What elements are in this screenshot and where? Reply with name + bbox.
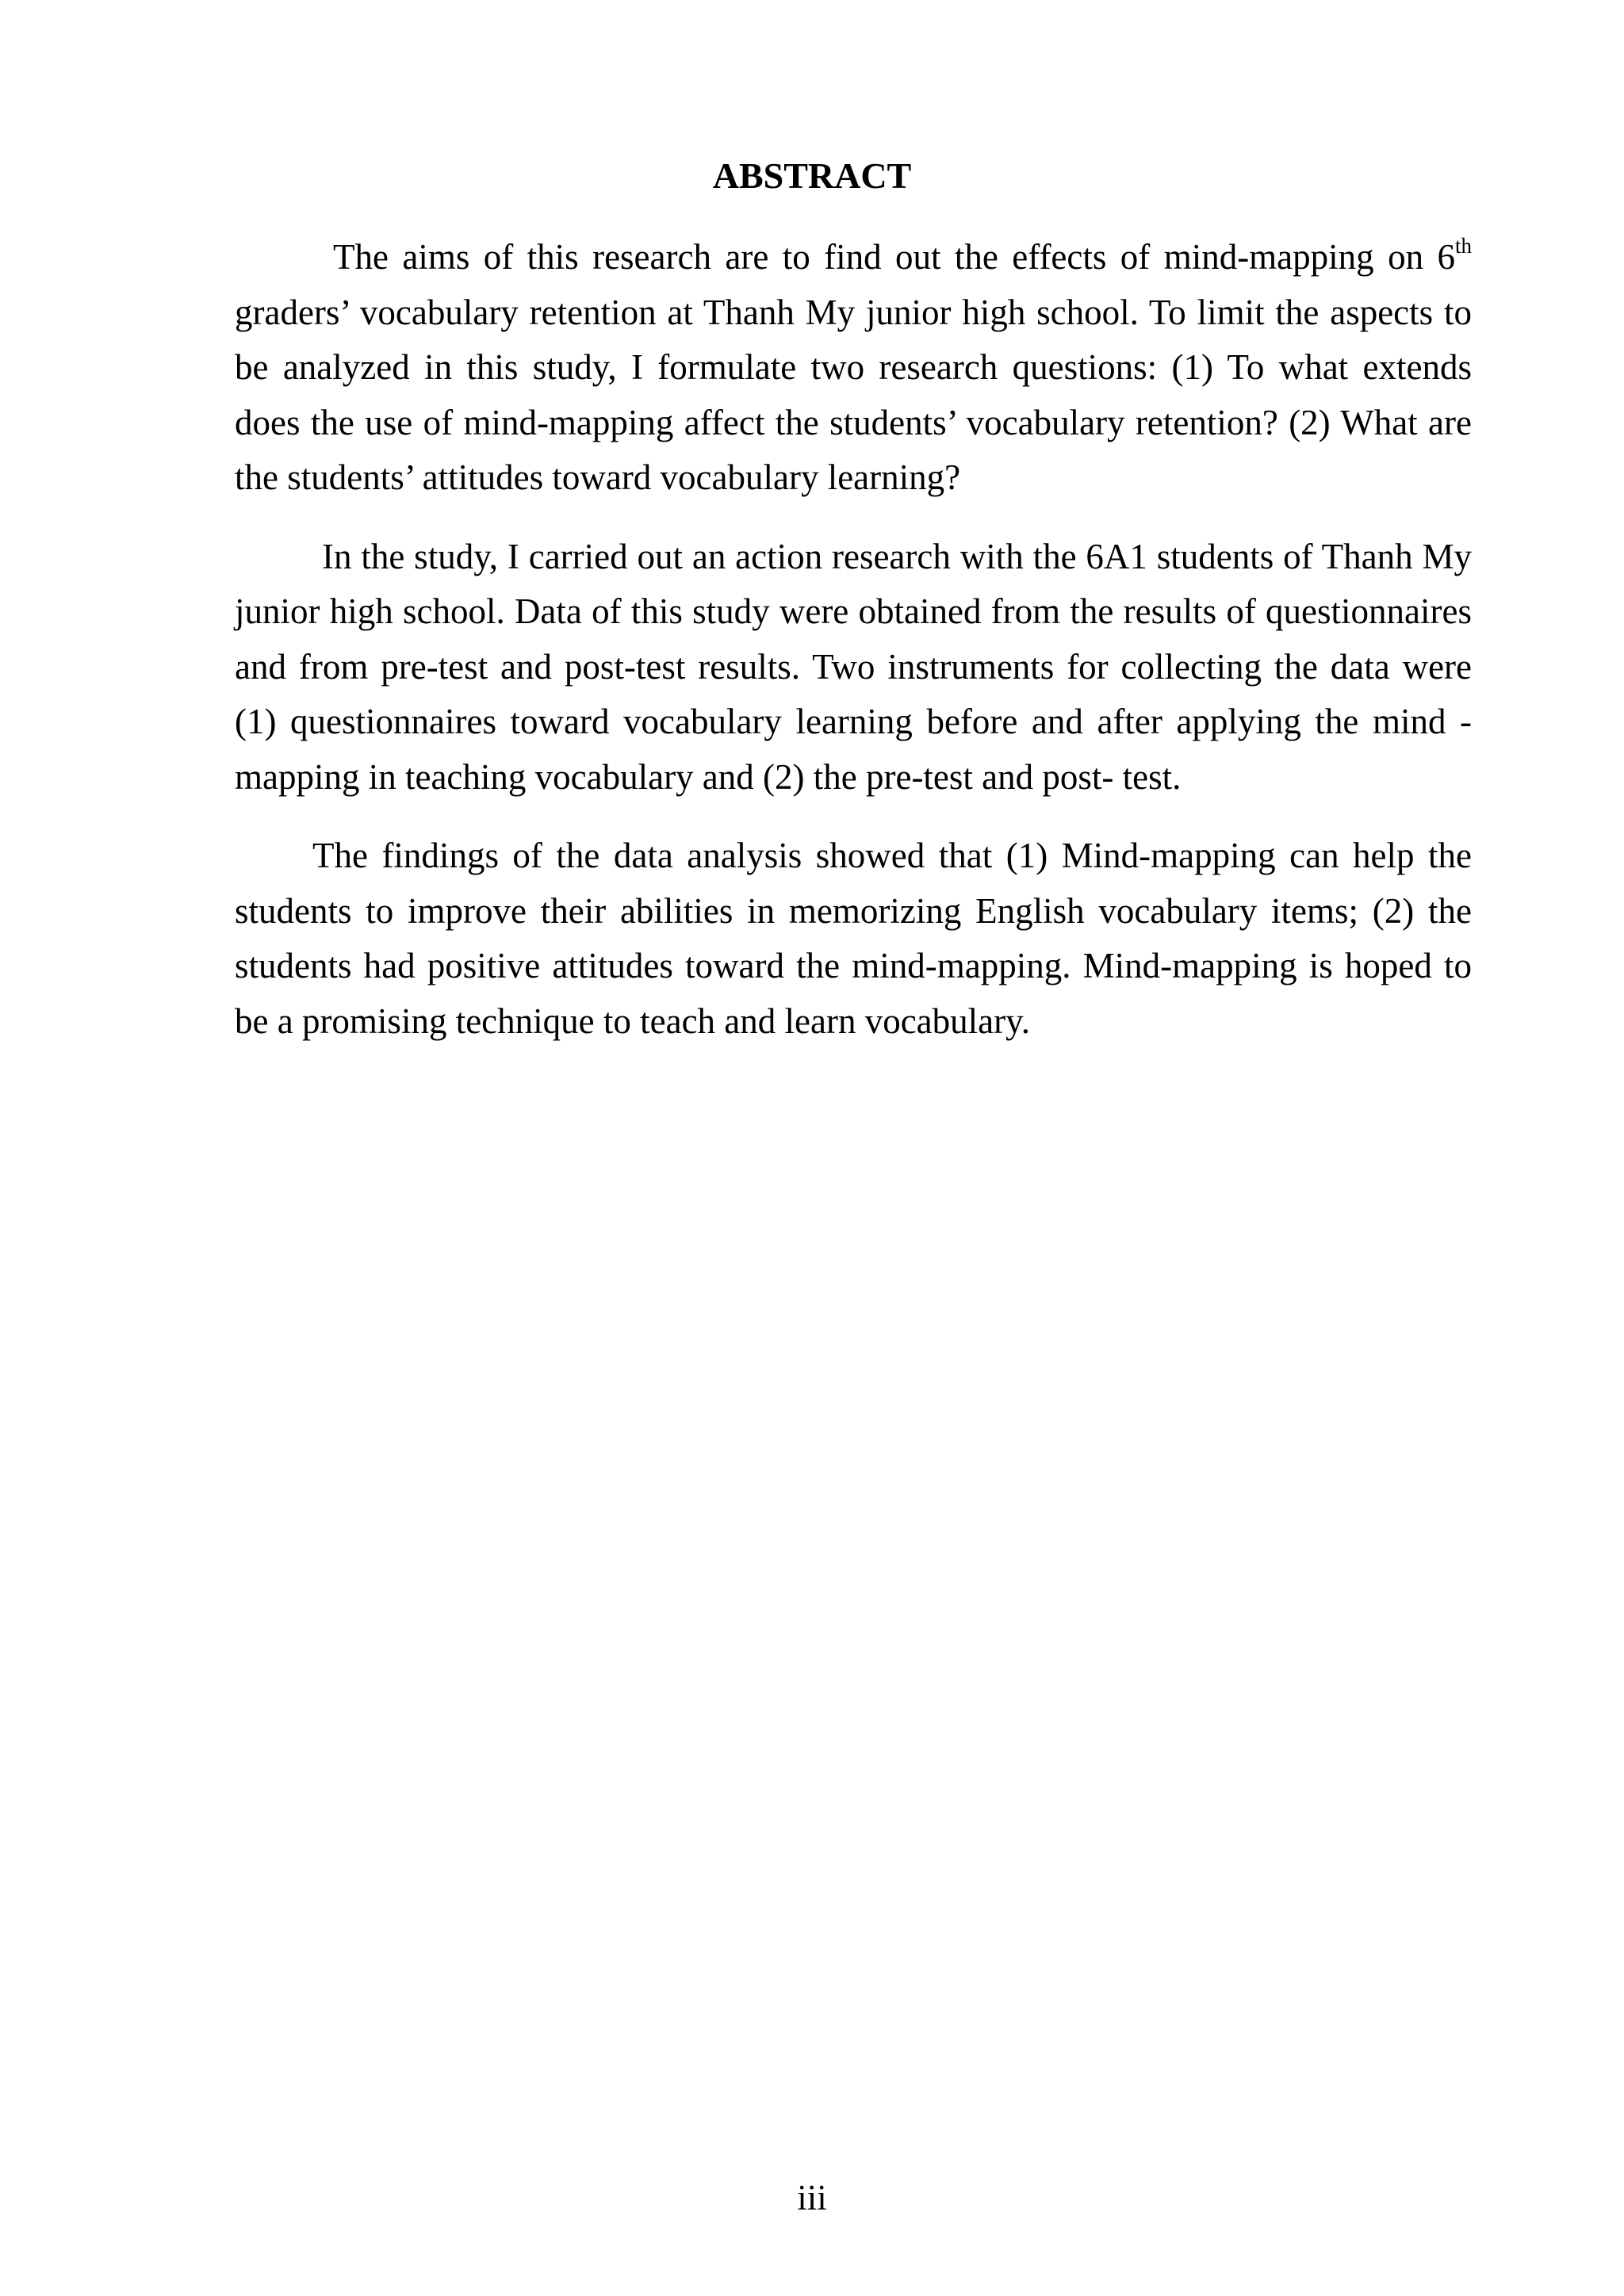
abstract-body [235,230,1472,1073]
paragraph-text-before-superscript: The aims of this research are to find out the effects of mind-mapping on 6 [333,237,1455,277]
page-number: iii [797,2178,827,2218]
abstract-paragraph-aims [235,230,1472,506]
ordinal-superscript: th [1454,234,1472,258]
abstract-paragraph-method: In the study, I carried out an action research with the 6A1 students of Thanh My junior high school. Data of this study were obtained from the results of questionnaires and from pre-test and post-test results. Two instruments for collecting the data were (1) questionnaires toward vocabulary learning before and after applying the mind -mapping in teaching vocabulary and (2) the pre-test and post- test. [235,536,1472,797]
abstract-heading: ABSTRACT [712,155,912,196]
paragraph-text-after-superscript: graders’ vocabulary retention at Thanh My junior high school. To limit the aspects to be analyzed in this study, I formulate two research questions: (1) To what extends does the use of mind-mapping affect the students’ vocabulary retention? (2) What are the students’ attitudes toward vocabulary learning? [235,292,1472,497]
abstract-paragraph-findings: The findings of the data analysis showed that (1) Mind-mapping can help the students to improve their abilities in memorizing English vocabulary items; (2) the students had positive attitudes toward the mind-mapping. Mind-mapping is hoped to be a promising technique to teach and learn vocabulary. [235,836,1472,1041]
